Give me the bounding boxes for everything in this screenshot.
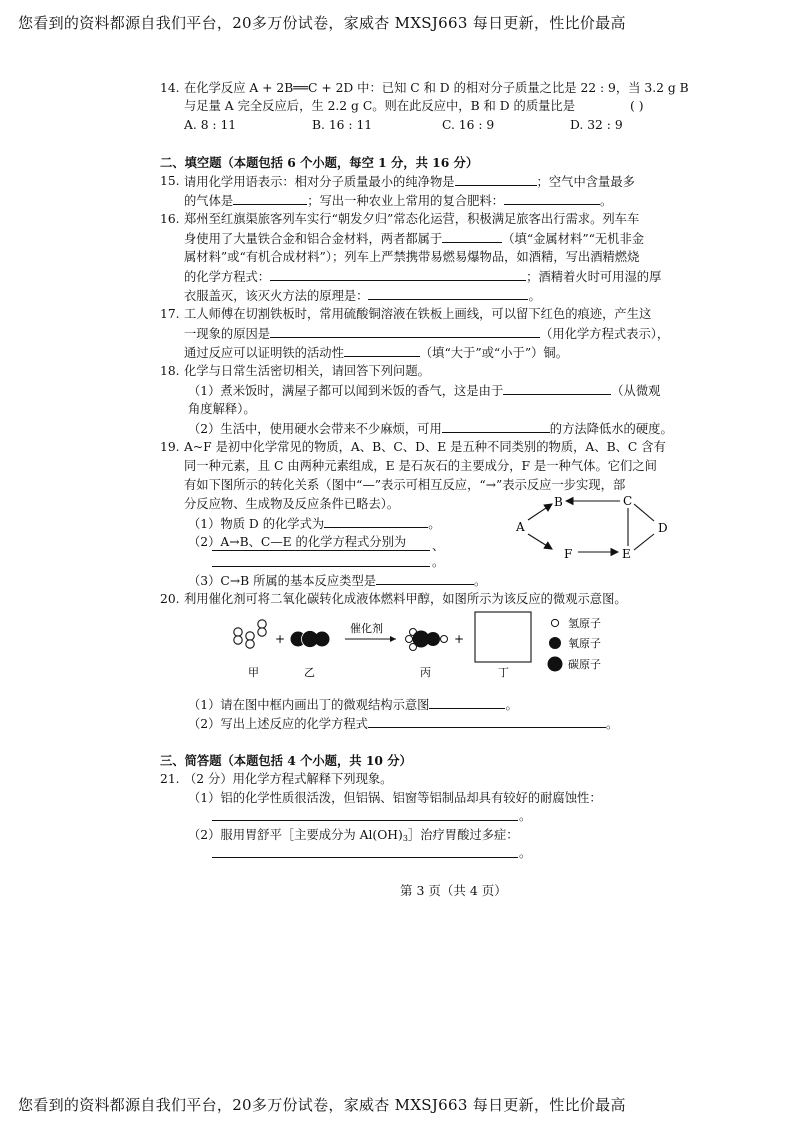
q16-line2: 身使用了大量铁合金和铝合金材料，两者都属于 （填“金属材料”“无机非金 bbox=[184, 232, 645, 246]
plus-2: + bbox=[454, 632, 465, 646]
q19-sub2-end: 。 bbox=[432, 555, 445, 569]
q18-line3: 角度解释）。 bbox=[188, 402, 256, 416]
q14-option-b: B. 16 : 11 bbox=[312, 118, 373, 132]
top-banner: 您看到的资料都源自我们平台，20多万份试卷，家威杏 MXSJ663 每日更新，性比价最高 bbox=[18, 14, 626, 32]
label-yi: 乙 bbox=[304, 666, 315, 679]
q15-line2: 的气体是 ；写出一种农业上常用的复合肥料： 。 bbox=[184, 194, 613, 208]
q16-number: 16. bbox=[160, 212, 180, 226]
q16-line1: 郑州至红旗渠旅客列车实行“朝发夕归”常态化运营，积极满足旅客出行需求。列车车 bbox=[184, 212, 640, 226]
q17-line2: 一现象的原因是 （用化学方程式表示）， bbox=[184, 327, 670, 341]
q14-option-a: A. 8 : 11 bbox=[184, 118, 237, 132]
section-2-title: 二、填空题（本题包括 6 个小题，每空 1 分，共 16 分） bbox=[160, 155, 479, 170]
molecule-jia bbox=[234, 620, 266, 648]
q21-sub1-end: 。 bbox=[519, 809, 532, 823]
q19-line2: 同一种元素，且 C 由两种元素组成，E 是石灰石的主要成分，F 是一种气体。它们之间 bbox=[184, 459, 657, 473]
q19-sub2-blank-1[interactable] bbox=[212, 550, 430, 551]
q16-line4: 的化学方程式： ；酒精着火时可用湿的厚 bbox=[184, 270, 662, 284]
edge-d-e bbox=[634, 534, 654, 550]
catalyst-label: 催化剂 bbox=[350, 622, 383, 635]
section-3-title: 三、简答题（本题包括 4 个小题，共 10 分） bbox=[160, 753, 412, 768]
q14-option-d: D. 32 : 9 bbox=[570, 118, 623, 132]
legend-hydrogen: 氢原子 bbox=[568, 617, 601, 630]
q14-line2: 与足量 A 完全反应后，生 2.2 g C。则在此反应中，B 和 D 的质量比是 bbox=[184, 99, 576, 113]
q17-number: 17. bbox=[160, 307, 180, 321]
edge-c-d bbox=[634, 504, 654, 521]
label-jia: 甲 bbox=[248, 666, 259, 679]
q19-sub2-sep: 、 bbox=[432, 539, 445, 553]
node-f: F bbox=[564, 547, 573, 561]
bottom-banner: 您看到的资料都源自我们平台，20多万份试卷，家威杏 MXSJ663 每日更新，性比价最高 bbox=[18, 1096, 626, 1114]
q19-relation-diagram bbox=[508, 490, 678, 564]
node-b: B bbox=[554, 495, 563, 509]
q19-number: 19. bbox=[160, 440, 180, 454]
label-ding: 丁 bbox=[498, 666, 509, 679]
q20-micro-diagram bbox=[228, 610, 628, 682]
legend-carbon-icon bbox=[548, 657, 563, 672]
q16-line3: 属材料”或“有机合成材料”）；列车上严禁携带易燃易爆物品，如酒精，写出酒精燃烧 bbox=[184, 250, 640, 264]
q21-sub2: （2）服用胃舒平［主要成分为 $Al(OH)_3]$治疗胃酸过多症： bbox=[188, 828, 519, 843]
q18-line4: （2）生活中，使用硬水会带来不少麻烦，可用 的方法降低水的硬度。 bbox=[188, 422, 673, 436]
node-d: D bbox=[658, 521, 668, 535]
molecule-bing bbox=[406, 629, 448, 651]
q18-line1: 化学与日常生活密切相关，请回答下列问题。 bbox=[184, 364, 430, 378]
molecule-yi bbox=[291, 631, 330, 648]
q15-number: 15. bbox=[160, 174, 180, 188]
q19-line1: A~F 是初中化学常见的物质，A、B、C、D、E 是五种不同类别的物质，A、B、C 含有 bbox=[184, 440, 666, 454]
edge-a-b bbox=[528, 504, 552, 520]
q15-line1: 请用化学用语表示：相对分子质量最小的纯净物是 ；空气中含量最多 bbox=[184, 175, 635, 189]
q21-line1: （2 分）用化学方程式解释下列现象。 bbox=[184, 772, 393, 786]
plus-1: + bbox=[275, 632, 286, 646]
q19-line4: 分反应物、生成物及反应条件已略去）。 bbox=[184, 497, 400, 511]
legend-carbon: 碳原子 bbox=[568, 658, 601, 671]
q19-sub3: （3）C→B 所属的基本反应类型是 。 bbox=[188, 574, 487, 588]
q21-sub2-end: 。 bbox=[519, 846, 532, 860]
q14-option-c: C. 16 : 9 bbox=[442, 118, 495, 132]
q14-number: 14. bbox=[160, 81, 180, 95]
ding-answer-box bbox=[475, 612, 531, 662]
q19-sub2-blank-2[interactable] bbox=[212, 566, 430, 567]
q19-line3: 有如下图所示的转化关系（图中“—”表示可相互反应，“→”表示反应一步实现，部 bbox=[184, 478, 626, 492]
label-bing: 丙 bbox=[420, 666, 431, 679]
q17-line3: 通过反应可以证明铁的活动性 （填“大于”或“小于”）铜。 bbox=[184, 346, 568, 360]
q17-line1: 工人师傅在切割铁板时，常用硫酸铜溶液在铁板上画线，可以留下红色的痕迹，产生这 bbox=[184, 307, 652, 321]
legend-oxygen-icon bbox=[549, 637, 561, 649]
edge-a-f bbox=[528, 534, 552, 549]
node-e: E bbox=[622, 547, 631, 561]
q21-sub1: （1）铝的化学性质很活泼，但铝锅、铝窗等铝制品却具有较好的耐腐蚀性： bbox=[188, 791, 602, 805]
q19-sub1: （1）物质 D 的化学式为 。 bbox=[188, 517, 441, 531]
q16-line5: 衣服盖灭，该灭火方法的原理是： 。 bbox=[184, 289, 541, 303]
q18-line2: （1）煮米饭时，满屋子都可以闻到米饭的香气，这是由于 （从微观 bbox=[188, 384, 661, 398]
q20-sub1: （1）请在图中框内画出丁的微观结构示意图 。 bbox=[188, 698, 518, 712]
node-c: C bbox=[623, 494, 633, 508]
q20-sub2: （2）写出上述反应的化学方程式 。 bbox=[188, 717, 619, 731]
page-number: 第 3 页（共 4 页） bbox=[400, 883, 507, 898]
q18-number: 18. bbox=[160, 364, 180, 378]
q21-number: 21. bbox=[160, 772, 180, 786]
q20-number: 20. bbox=[160, 592, 180, 606]
node-a: A bbox=[516, 520, 525, 534]
q21-sub1-blank[interactable] bbox=[212, 820, 518, 821]
q21-sub2-blank[interactable] bbox=[212, 857, 518, 858]
q14-answer-paren: ( ) bbox=[630, 99, 644, 113]
q14-line1: 在化学反应 A + 2B══C + 2D 中：已知 C 和 D 的相对分子质量之比是 22 : 9，当 3.2 g B bbox=[184, 81, 689, 95]
legend-oxygen: 氧原子 bbox=[568, 637, 601, 650]
q20-line1: 利用催化剂可将二氧化碳转化成液体燃料甲醇，如图所示为该反应的微观示意图。 bbox=[184, 592, 627, 606]
legend-hydrogen-icon bbox=[551, 619, 558, 626]
q19-sub2: （2）A→B、C—E 的化学方程式分别为 bbox=[188, 535, 407, 549]
